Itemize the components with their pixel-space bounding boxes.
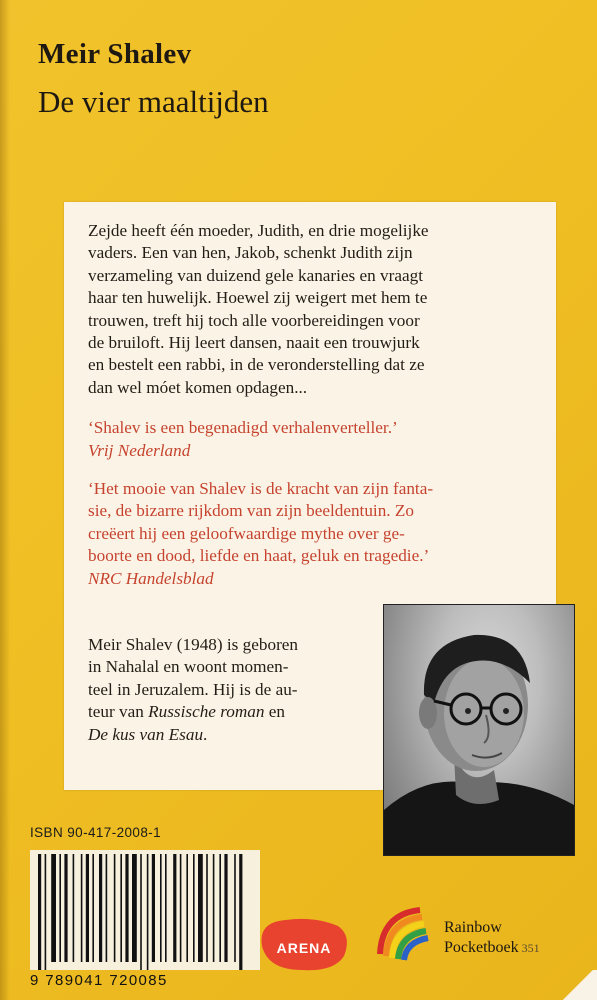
series-number: 351	[521, 941, 540, 955]
barcode-bar	[173, 854, 176, 962]
barcode-bar	[64, 854, 67, 962]
arena-logo-text: ARENA	[276, 940, 332, 956]
rainbow-logo-icon	[374, 904, 438, 964]
isbn-label: ISBN 90-417-2008-1	[30, 825, 162, 840]
barcode-bar	[198, 854, 203, 962]
barcode-bar	[160, 854, 162, 962]
series-name: Rainbow	[444, 919, 502, 936]
barcode-bar	[125, 854, 128, 962]
barcode-bar	[99, 854, 102, 962]
barcode-number: 9 789041 720085	[30, 972, 168, 989]
author-bio	[88, 634, 378, 746]
blurb-line: de bruiloft. Hij leert dansen, naait een trouwjurk	[88, 333, 420, 353]
review-quote-1: ‘Shalev is een begenadigd verhalenverteller.’	[88, 418, 398, 438]
barcode-bar	[38, 854, 41, 970]
review-quote-2-line: sie, de bizarre rijkdom van zijn beeldentuin. Zo	[88, 501, 414, 521]
barcode-bar	[180, 854, 182, 962]
barcode-bar	[224, 854, 227, 962]
bio-text: .	[203, 724, 208, 744]
author-photo	[383, 604, 575, 856]
barcode-bar	[219, 854, 221, 962]
barcode-bar	[152, 854, 155, 962]
barcode-bar	[114, 854, 116, 962]
series-type	[444, 938, 540, 958]
barcode-bars	[30, 850, 260, 970]
blurb-line: en bestelt een rabbi, in de veronderstelling dat ze	[88, 355, 425, 375]
barcode-bar	[73, 854, 75, 962]
barcode-bar	[81, 854, 83, 962]
barcode-bar	[132, 854, 137, 962]
bio-text: teur van	[88, 702, 149, 722]
blurb-line: haar ten huwelijk. Hoewel zij weigert met hem te	[88, 288, 428, 308]
barcode-bar	[206, 854, 208, 962]
review-quote-2-line: creëert hij een geloofwaardige mythe over ge-	[88, 523, 405, 543]
barcode-bar	[106, 854, 108, 962]
series-type-text: Pocketboek	[444, 939, 519, 956]
author-portrait-drawing	[384, 605, 574, 855]
blurb-line: Zejde heeft één moeder, Judith, en drie mogelijke	[88, 221, 429, 240]
bio-line	[88, 724, 378, 746]
barcode-bar	[165, 854, 167, 962]
rainbow-series-label	[444, 918, 540, 958]
barcode-bar	[193, 854, 195, 962]
blurb-text	[88, 220, 538, 590]
blurb-line: dan wel móet komen opdagen...	[88, 377, 308, 397]
blurb-line: trouwen, treft hij toch alle voorbereidingen voor	[88, 310, 420, 330]
author-name: Meir Shalev	[38, 38, 192, 70]
book-title-de-kus-van-esau: De kus van Esau	[88, 724, 204, 744]
bio-line: in Nahalal en woont momen-	[88, 657, 289, 677]
bio-text: en	[264, 702, 285, 722]
bio-line: teel in Jeruzalem. Hij is de au-	[88, 679, 298, 699]
barcode-bar	[147, 854, 149, 970]
barcode-bar	[186, 854, 188, 962]
barcode-bar	[213, 854, 215, 962]
barcode-bar	[92, 854, 94, 962]
barcode-bar	[59, 854, 61, 962]
book-title-russische-roman: Russische roman	[148, 702, 265, 722]
review-quote-2-line: boorte en dood, liefde en haat, geluk en tragedie.’	[88, 546, 430, 566]
review-source-1	[88, 440, 538, 462]
barcode-bar	[234, 854, 236, 962]
bio-line	[88, 701, 378, 723]
blurb-line: vaders. Een van hen, Jakob, schenkt Judith zijn	[88, 243, 413, 263]
review-quote-2-line: ‘Het mooie van Shalev is de kracht van zijn fanta-	[88, 479, 434, 499]
barcode-bar	[120, 854, 122, 962]
barcode-bar	[51, 854, 56, 962]
bio-line: Meir Shalev (1948) is geboren	[88, 635, 299, 654]
barcode-bar	[86, 854, 89, 962]
barcode-bar	[45, 854, 47, 970]
blurb-line: verzameling van duizend gele kanaries en vraagt	[88, 265, 423, 285]
barcode-bar	[140, 854, 142, 970]
review-source-2-name: NRC Handelsblad	[88, 568, 214, 588]
review-source-2	[88, 568, 538, 590]
barcode-bar	[239, 854, 242, 970]
spine-shadow	[0, 0, 10, 1000]
barcode	[30, 850, 260, 970]
review-source-1-name: Vrij Nederland	[88, 440, 191, 460]
corner-fold	[560, 970, 597, 1000]
book-title: De vier maaltijden	[38, 84, 269, 119]
